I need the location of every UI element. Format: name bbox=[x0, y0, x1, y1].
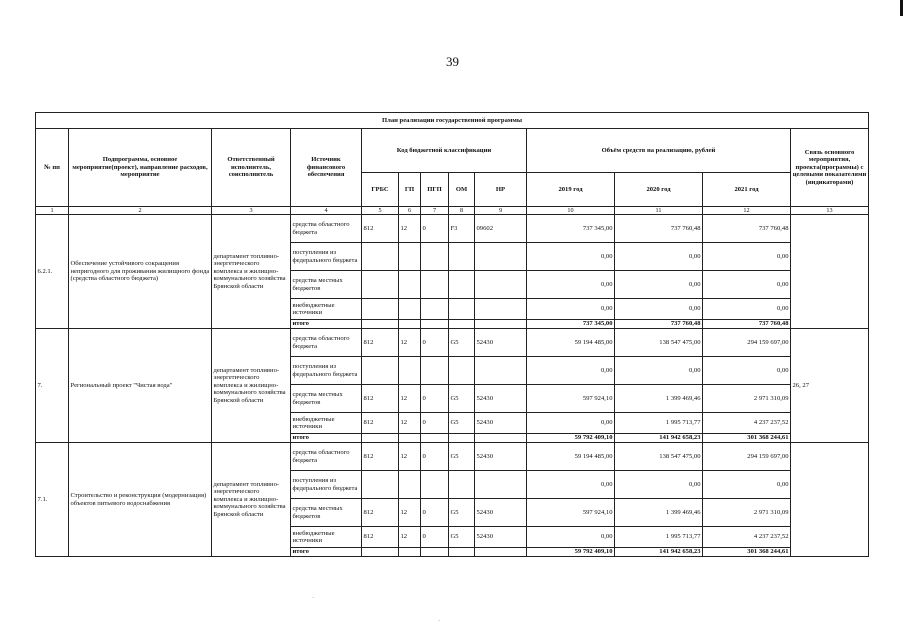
amount-2021: 4 237 237,52 bbox=[703, 527, 791, 548]
funding-source: средства областного бюджета bbox=[291, 215, 362, 243]
code-grbs bbox=[362, 243, 399, 271]
column-number: 5 bbox=[362, 207, 399, 215]
column-number: 2 bbox=[69, 207, 212, 215]
code-om bbox=[449, 357, 475, 385]
code-pgp: 0 bbox=[421, 527, 449, 548]
funding-source: средства областного бюджета bbox=[291, 329, 362, 357]
scan-dot: · bbox=[312, 594, 315, 602]
empty-cell bbox=[362, 548, 399, 557]
amount-2020: 0,00 bbox=[615, 299, 703, 320]
code-grbs: 812 bbox=[362, 413, 399, 434]
code-gp: 12 bbox=[399, 385, 421, 413]
amount-2019: 597 924,10 bbox=[527, 499, 615, 527]
row-number: 7. bbox=[36, 329, 69, 443]
code-np: 52430 bbox=[475, 443, 527, 471]
code-grbs: 812 bbox=[362, 499, 399, 527]
code-om: G5 bbox=[449, 499, 475, 527]
funding-source: внебюджетные источники bbox=[291, 299, 362, 320]
funding-source: средства местных бюджетов bbox=[291, 385, 362, 413]
funding-source: средства местных бюджетов bbox=[291, 271, 362, 299]
total-2019: 737 345,00 bbox=[527, 320, 615, 329]
amount-2020: 0,00 bbox=[615, 243, 703, 271]
code-om bbox=[449, 471, 475, 499]
empty-cell bbox=[475, 320, 527, 329]
code-np: 52430 bbox=[475, 499, 527, 527]
code-np bbox=[475, 243, 527, 271]
indicator-link bbox=[791, 215, 869, 329]
code-np bbox=[475, 471, 527, 499]
amount-2021: 0,00 bbox=[703, 357, 791, 385]
amount-2020: 737 760,48 bbox=[615, 215, 703, 243]
code-gp bbox=[399, 243, 421, 271]
code-gp: 12 bbox=[399, 527, 421, 548]
amount-2019: 59 194 485,00 bbox=[527, 443, 615, 471]
executor: департамент топливно-энергетического комплекса и жилищно-коммунального хозяйства Брянской области bbox=[212, 443, 291, 557]
scan-edge-mark bbox=[900, 0, 903, 16]
table-row bbox=[36, 443, 869, 471]
amount-2019: 59 194 485,00 bbox=[527, 329, 615, 357]
row-number: 6.2.1. bbox=[36, 215, 69, 329]
amount-2021: 0,00 bbox=[703, 271, 791, 299]
header-no: № пп bbox=[36, 129, 69, 207]
column-number: 8 bbox=[449, 207, 475, 215]
code-pgp: 0 bbox=[421, 215, 449, 243]
total-2020: 737 760,48 bbox=[615, 320, 703, 329]
code-gp bbox=[399, 357, 421, 385]
code-np: 52430 bbox=[475, 413, 527, 434]
total-2020: 141 942 658,23 bbox=[615, 434, 703, 443]
header-np: НР bbox=[475, 173, 527, 207]
amount-2019: 0,00 bbox=[527, 357, 615, 385]
scan-dot: · bbox=[438, 617, 441, 625]
total-label: итого bbox=[291, 434, 362, 443]
code-np: 09602 bbox=[475, 215, 527, 243]
code-pgp: 0 bbox=[421, 413, 449, 434]
code-om: G5 bbox=[449, 527, 475, 548]
table-title: План реализации государственной программы bbox=[36, 113, 869, 129]
amount-2020: 0,00 bbox=[615, 271, 703, 299]
code-om: G5 bbox=[449, 329, 475, 357]
code-pgp bbox=[421, 357, 449, 385]
code-pgp: 0 bbox=[421, 329, 449, 357]
measure-name: Обеспечение устойчивого сокращения непригодного для проживания жилищного фонда (средства областного бюджета) bbox=[69, 215, 212, 329]
code-om bbox=[449, 243, 475, 271]
header-2021: 2021 год bbox=[703, 173, 791, 207]
amount-2020: 0,00 bbox=[615, 471, 703, 499]
amount-2019: 597 924,10 bbox=[527, 385, 615, 413]
code-gp bbox=[399, 471, 421, 499]
code-pgp bbox=[421, 243, 449, 271]
code-gp: 12 bbox=[399, 329, 421, 357]
code-grbs: 812 bbox=[362, 443, 399, 471]
total-2020: 141 942 658,23 bbox=[615, 548, 703, 557]
code-np: 52430 bbox=[475, 527, 527, 548]
header-budget-code: Код бюджетной классификации bbox=[362, 129, 527, 173]
indicator-link: 26, 27 bbox=[791, 329, 869, 443]
table-row bbox=[36, 215, 869, 243]
amount-2021: 0,00 bbox=[703, 471, 791, 499]
total-2021: 301 368 244,61 bbox=[703, 434, 791, 443]
amount-2019: 737 345,00 bbox=[527, 215, 615, 243]
total-2019: 59 792 409,10 bbox=[527, 434, 615, 443]
empty-cell bbox=[399, 320, 421, 329]
header-volume: Объём средств на реализацию, рублей bbox=[527, 129, 791, 173]
empty-cell bbox=[449, 548, 475, 557]
page-number: 39 bbox=[446, 54, 459, 69]
code-pgp: 0 bbox=[421, 385, 449, 413]
amount-2021: 2 971 310,09 bbox=[703, 499, 791, 527]
amount-2021: 0,00 bbox=[703, 299, 791, 320]
amount-2020: 138 547 475,00 bbox=[615, 329, 703, 357]
amount-2021: 737 760,48 bbox=[703, 215, 791, 243]
code-om bbox=[449, 271, 475, 299]
amount-2019: 0,00 bbox=[527, 299, 615, 320]
column-number: 9 bbox=[475, 207, 527, 215]
executor: департамент топливно-энергетического комплекса и жилищно-коммунального хозяйства Брянской области bbox=[212, 215, 291, 329]
measure-name: Строительство и реконструкция (модернизация) объектов питьевого водоснабжения bbox=[69, 443, 212, 557]
amount-2020: 1 995 713,77 bbox=[615, 413, 703, 434]
amount-2021: 0,00 bbox=[703, 243, 791, 271]
amount-2019: 0,00 bbox=[527, 271, 615, 299]
code-grbs bbox=[362, 357, 399, 385]
code-grbs: 812 bbox=[362, 329, 399, 357]
total-2021: 737 760,48 bbox=[703, 320, 791, 329]
funding-source: внебюджетные источники bbox=[291, 527, 362, 548]
amount-2020: 1 399 469,46 bbox=[615, 499, 703, 527]
funding-source: средства местных бюджетов bbox=[291, 499, 362, 527]
total-2021: 301 368 244,61 bbox=[703, 548, 791, 557]
funding-source: поступления из федерального бюджета bbox=[291, 357, 362, 385]
header-om: ОМ bbox=[449, 173, 475, 207]
empty-cell bbox=[399, 434, 421, 443]
header-grbs: ГРБС bbox=[362, 173, 399, 207]
indicator-link bbox=[791, 443, 869, 557]
code-grbs bbox=[362, 271, 399, 299]
empty-cell bbox=[421, 434, 449, 443]
code-np bbox=[475, 271, 527, 299]
row-number: 7.1. bbox=[36, 443, 69, 557]
column-number: 1 bbox=[36, 207, 69, 215]
code-om: G5 bbox=[449, 413, 475, 434]
code-om: G5 bbox=[449, 443, 475, 471]
code-grbs: 812 bbox=[362, 385, 399, 413]
empty-cell bbox=[475, 548, 527, 557]
code-gp: 12 bbox=[399, 215, 421, 243]
amount-2020: 1 399 469,46 bbox=[615, 385, 703, 413]
code-gp bbox=[399, 299, 421, 320]
table-row bbox=[36, 329, 869, 357]
code-grbs: 812 bbox=[362, 215, 399, 243]
empty-cell bbox=[399, 548, 421, 557]
column-number: 11 bbox=[615, 207, 703, 215]
code-grbs bbox=[362, 471, 399, 499]
funding-source: поступления из федерального бюджета bbox=[291, 471, 362, 499]
executor: департамент топливно-энергетического комплекса и жилищно-коммунального хозяйства Брянской области bbox=[212, 329, 291, 443]
total-2019: 59 792 409,10 bbox=[527, 548, 615, 557]
column-number: 12 bbox=[703, 207, 791, 215]
amount-2019: 0,00 bbox=[527, 413, 615, 434]
amount-2021: 4 237 237,52 bbox=[703, 413, 791, 434]
code-om: G5 bbox=[449, 385, 475, 413]
code-pgp: 0 bbox=[421, 443, 449, 471]
amount-2020: 1 995 713,77 bbox=[615, 527, 703, 548]
column-number: 7 bbox=[421, 207, 449, 215]
header-pgp: ПГП bbox=[421, 173, 449, 207]
header-link: Связь основного мероприятия, проекта(программы) с целевыми показателями (индикаторами) bbox=[791, 129, 869, 207]
code-pgp: 0 bbox=[421, 499, 449, 527]
code-grbs: 812 bbox=[362, 527, 399, 548]
amount-2020: 138 547 475,00 bbox=[615, 443, 703, 471]
empty-cell bbox=[449, 320, 475, 329]
amount-2021: 294 159 697,00 bbox=[703, 443, 791, 471]
amount-2020: 0,00 bbox=[615, 357, 703, 385]
code-gp bbox=[399, 271, 421, 299]
empty-cell bbox=[362, 434, 399, 443]
amount-2021: 2 971 310,09 bbox=[703, 385, 791, 413]
empty-cell bbox=[475, 434, 527, 443]
column-number: 6 bbox=[399, 207, 421, 215]
header-subprogram: Подпрограмма, основное мероприятие(проект), направление расходов, мероприятие bbox=[69, 129, 212, 207]
column-number: 10 bbox=[527, 207, 615, 215]
code-np bbox=[475, 357, 527, 385]
header-2019: 2019 год bbox=[527, 173, 615, 207]
amount-2019: 0,00 bbox=[527, 243, 615, 271]
column-number: 13 bbox=[791, 207, 869, 215]
header-gp: ГП bbox=[399, 173, 421, 207]
empty-cell bbox=[362, 320, 399, 329]
amount-2019: 0,00 bbox=[527, 527, 615, 548]
header-source: Источник финансового обеспечения bbox=[291, 129, 362, 207]
column-number: 3 bbox=[212, 207, 291, 215]
empty-cell bbox=[449, 434, 475, 443]
amount-2019: 0,00 bbox=[527, 471, 615, 499]
code-gp: 12 bbox=[399, 443, 421, 471]
empty-cell bbox=[421, 320, 449, 329]
code-om bbox=[449, 299, 475, 320]
code-np: 52430 bbox=[475, 329, 527, 357]
code-np: 52430 bbox=[475, 385, 527, 413]
header-2020: 2020 год bbox=[615, 173, 703, 207]
code-grbs bbox=[362, 299, 399, 320]
program-plan-table bbox=[35, 112, 869, 557]
funding-source: средства областного бюджета bbox=[291, 443, 362, 471]
code-pgp bbox=[421, 271, 449, 299]
header-executor: Ответственный исполнитель, соисполнитель bbox=[212, 129, 291, 207]
code-pgp bbox=[421, 471, 449, 499]
code-gp: 12 bbox=[399, 499, 421, 527]
funding-source: поступления из федерального бюджета bbox=[291, 243, 362, 271]
amount-2021: 294 159 697,00 bbox=[703, 329, 791, 357]
total-label: итого bbox=[291, 548, 362, 557]
measure-name: Региональный проект "Чистая вода" bbox=[69, 329, 212, 443]
code-pgp bbox=[421, 299, 449, 320]
column-number: 4 bbox=[291, 207, 362, 215]
total-label: итого bbox=[291, 320, 362, 329]
funding-source: внебюджетные источники bbox=[291, 413, 362, 434]
code-om: F3 bbox=[449, 215, 475, 243]
empty-cell bbox=[421, 548, 449, 557]
code-np bbox=[475, 299, 527, 320]
code-gp: 12 bbox=[399, 413, 421, 434]
